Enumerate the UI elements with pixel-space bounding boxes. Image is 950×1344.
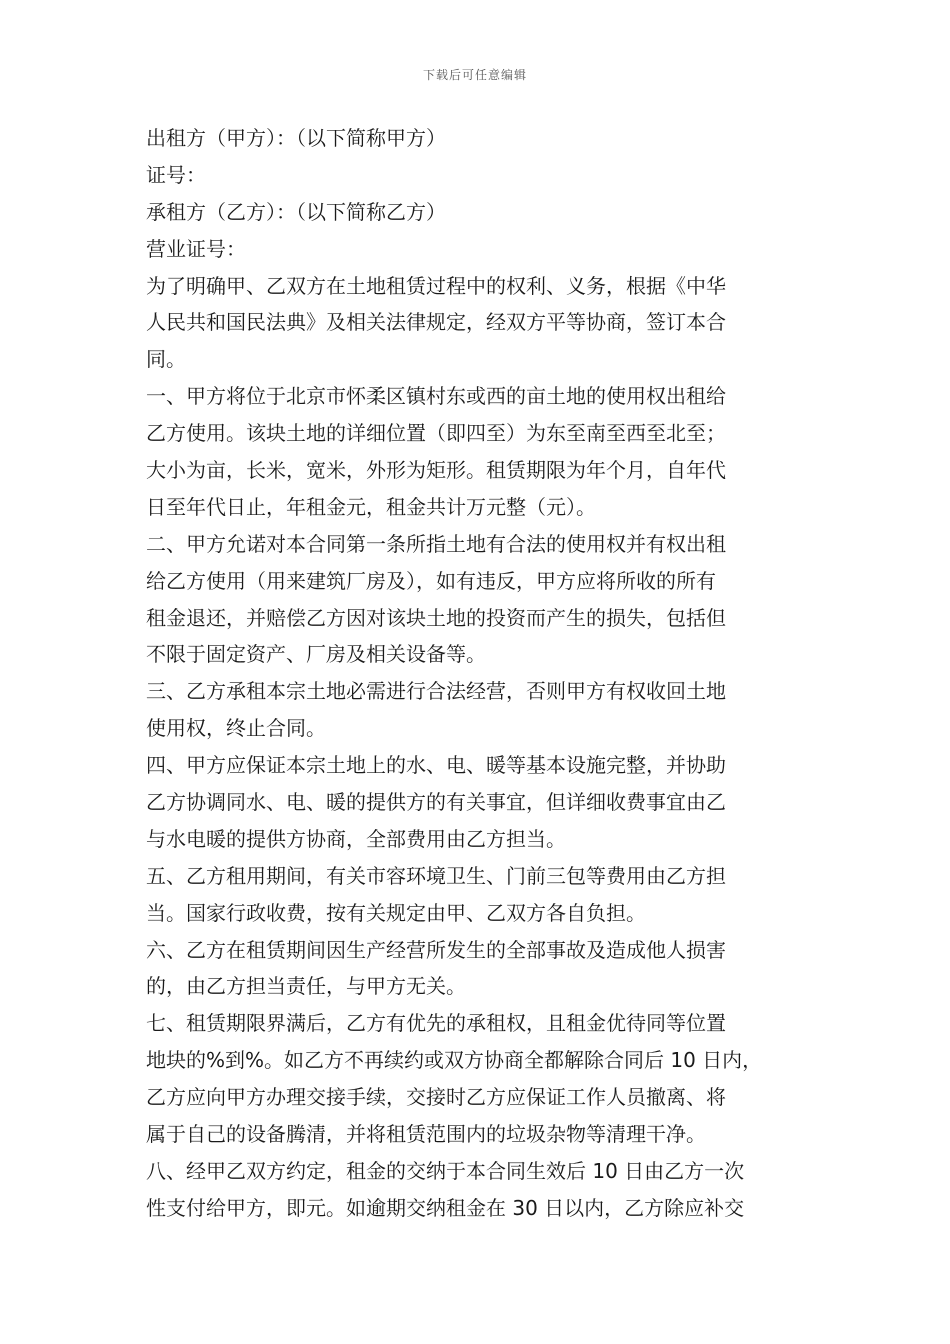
party-b-license-line: 营业证号： bbox=[146, 236, 246, 261]
clause-2-line: 租金退还，并赔偿乙方因对该块土地的投资而产生的损失，包括但 bbox=[146, 605, 726, 630]
clause-4-line: 与水电暖的提供方协商，全部费用由乙方担当。 bbox=[146, 826, 566, 851]
clause-5-line: 当。国家行政收费，按有关规定由甲、乙双方各自负担。 bbox=[146, 900, 646, 925]
clause-7-line: 七、租赁期限界满后，乙方有优先的承租权，且租金优待同等位置 bbox=[146, 1011, 726, 1036]
clause-7-line: 地块的%到%。如乙方不再续约或双方协商全都解除合同后 10 日内， bbox=[146, 1048, 763, 1073]
clause-7-line: 属于自己的设备腾清，并将租赁范围内的垃圾杂物等清理干净。 bbox=[146, 1122, 706, 1147]
clause-8-line: 八、经甲乙双方约定，租金的交纳于本合同生效后 10 日由乙方一次 bbox=[146, 1158, 745, 1183]
clause-8-line: 性支付给甲方，即元。如逾期交纳租金在 30 日以内，乙方除应补交 bbox=[146, 1195, 745, 1220]
clause-2-line: 不限于固定资产、厂房及相关设备等。 bbox=[146, 642, 486, 667]
clause-1-line: 大小为亩，长米，宽米，外形为矩形。租赁期限为年个月，自年代 bbox=[146, 458, 726, 483]
clause-3-line: 三、乙方承租本宗土地必需进行合法经营，否则甲方有权收回土地 bbox=[146, 679, 726, 704]
clause-2-line: 给乙方使用（用来建筑厂房及），如有违反，甲方应将所收的所有 bbox=[146, 568, 716, 593]
clause-3-line: 使用权，终止合同。 bbox=[146, 716, 326, 741]
clause-6-line: 六、乙方在租赁期间因生产经营所发生的全部事故及造成他人损害 bbox=[146, 937, 726, 962]
clause-7-line: 乙方应向甲方办理交接手续，交接时乙方应保证工作人员撤离、将 bbox=[146, 1085, 726, 1110]
clause-4-line: 乙方协调同水、电、暖的提供方的有关事宜，但详细收费事宜由乙 bbox=[146, 790, 726, 815]
clause-4-line: 四、甲方应保证本宗土地上的水、电、暖等基本设施完整，并协助 bbox=[146, 753, 726, 778]
clause-1-line: 一、甲方将位于北京市怀柔区镇村东或西的亩土地的使用权出租给 bbox=[146, 384, 726, 409]
party-a-id-line: 证号： bbox=[146, 162, 206, 187]
preamble-line: 为了明确甲、乙双方在土地租赁过程中的权利、义务，根据《中华 bbox=[146, 273, 726, 298]
clause-1-line: 乙方使用。该块土地的详细位置（即四至）为东至南至西至北至； bbox=[146, 421, 726, 446]
clause-6-line: 的，由乙方担当责任，与甲方无关。 bbox=[146, 974, 466, 999]
party-b-line: 承租方（乙方）：（以下简称乙方） bbox=[146, 199, 446, 224]
clause-2-line: 二、甲方允诺对本合同第一条所指土地有合法的使用权并有权出租 bbox=[146, 531, 726, 556]
preamble-line: 同。 bbox=[146, 347, 186, 372]
party-a-line: 出租方（甲方）：（以下简称甲方） bbox=[146, 126, 446, 150]
contract-body bbox=[146, 120, 808, 1227]
clause-1-line: 日至年代日止，年租金元，租金共计万元整（元）。 bbox=[146, 494, 596, 519]
clause-5-line: 五、乙方租用期间，有关市容环境卫生、门前三包等费用由乙方担 bbox=[146, 863, 726, 888]
preamble-line: 人民共和国民法典》及相关法律规定，经双方平等协商，签订本合 bbox=[146, 310, 726, 335]
page-header-note: 下载后可任意编辑 bbox=[422, 68, 527, 82]
